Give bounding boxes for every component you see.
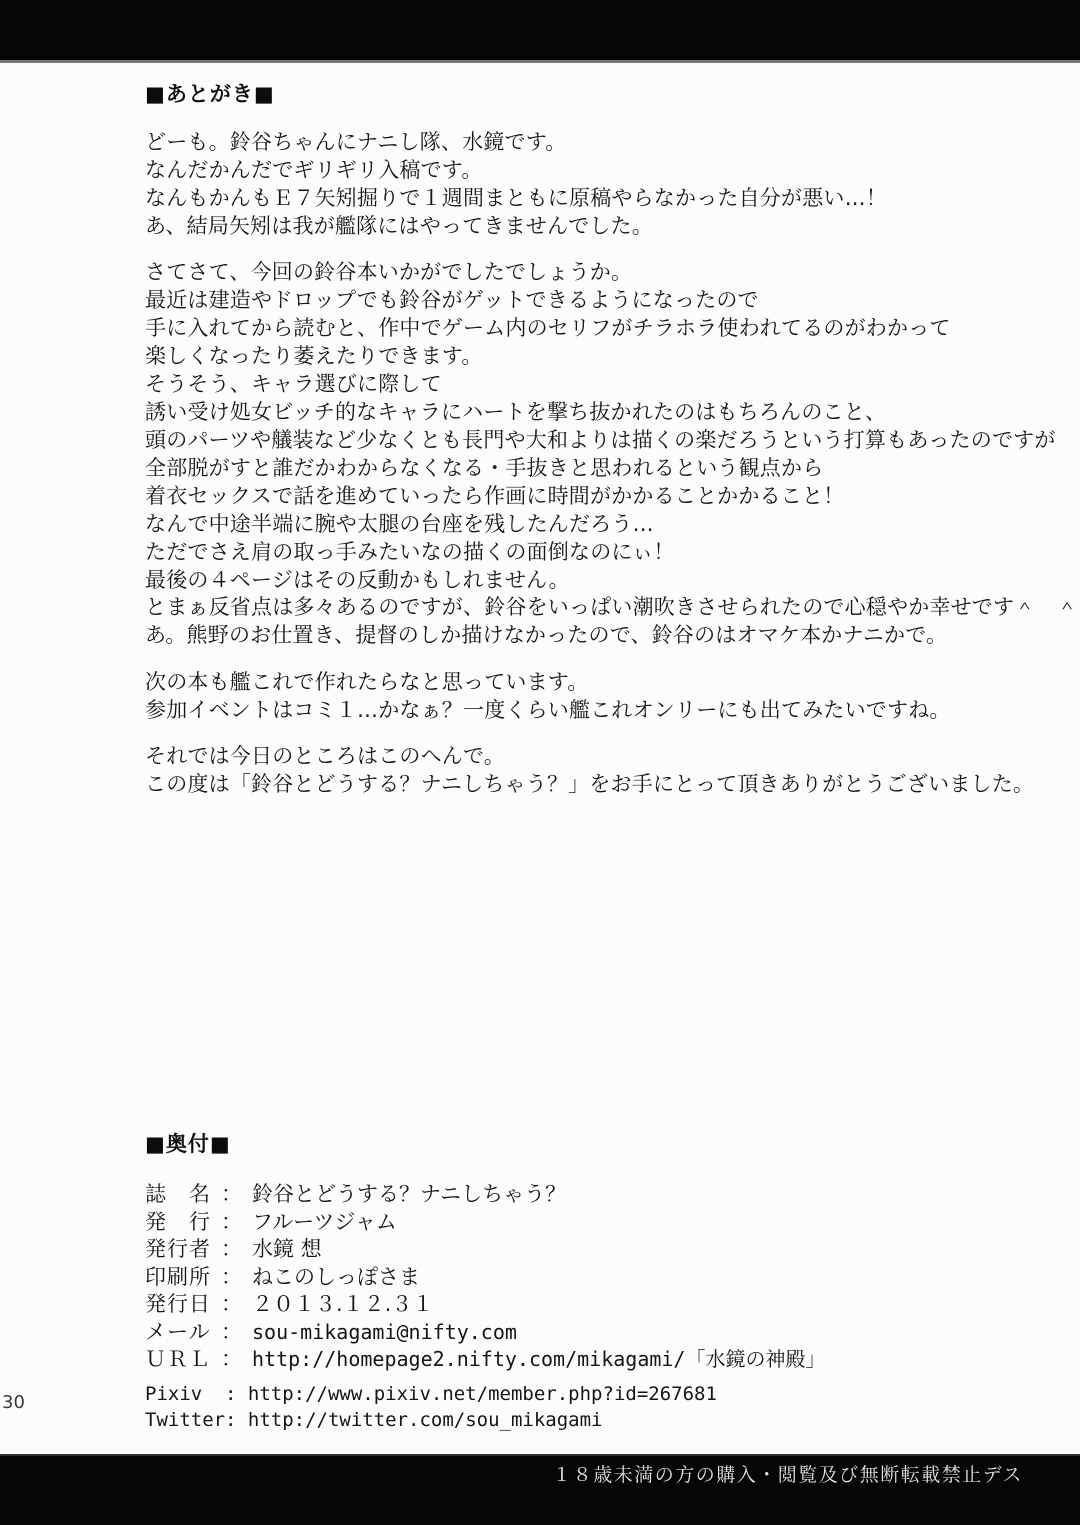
colophon-colon: ：: [221, 1347, 242, 1371]
colophon-row: [145, 1233, 825, 1261]
colophon-label: 発行者: [145, 1237, 211, 1261]
afterword-line: 楽しくなったり萎えたりできます。: [145, 344, 483, 368]
link-url: http://twitter.com/sou_mikagami: [247, 1409, 603, 1431]
colophon-row: [145, 1178, 825, 1206]
link-row: [145, 1381, 717, 1407]
colophon-value: http://homepage2.nifty.com/mikagami/: [252, 1347, 686, 1371]
top-black-bar: [0, 0, 1080, 63]
afterword-line: とまぁ反省点は多々あるのですが、鈴谷をいっぱい潮吹きさせられたので心穏やか幸せです＾ ＾: [145, 595, 1078, 619]
colophon-row: [145, 1316, 825, 1344]
afterword-line: 着衣セックスで話を進めていったら作画に時間がかかることかかること！: [145, 484, 845, 508]
colophon-value: ２０１３.１２.３１: [252, 1292, 434, 1316]
link-colon: :: [225, 1383, 248, 1405]
colophon-label: 発 行: [145, 1209, 211, 1234]
bottom-black-bar: [0, 1454, 1080, 1525]
afterword-paragraph: [145, 370, 1055, 594]
link-row: [145, 1407, 717, 1433]
colophon-row: [145, 1261, 825, 1289]
colophon-heading: ■奥付■: [145, 1132, 231, 1156]
afterword-line: あ。熊野のお仕置き、提督のしか描けなかったので、鈴谷のはオマケ本かナニかで。: [145, 623, 948, 647]
colophon-row: [145, 1288, 825, 1316]
colophon-row: [145, 1206, 825, 1234]
colophon-value: フルーツジャム: [252, 1209, 397, 1234]
colophon-value: ねこのしっぽさま: [252, 1264, 420, 1289]
colophon-label: メール: [145, 1319, 211, 1344]
colophon-colon: ：: [221, 1182, 242, 1206]
afterword-line: 最近は建造やドロップでも鈴谷がゲットできるようになったので: [145, 288, 759, 312]
colophon-row: [145, 1343, 825, 1371]
afterword-line: 最後の４ページはその反動かもしれません。: [145, 568, 570, 592]
colophon-label: 誌 名: [145, 1182, 211, 1206]
colophon-value: sou-mikagami@nifty.com: [252, 1319, 517, 1344]
colophon-colon: ：: [221, 1264, 242, 1289]
colophon-value: 鈴谷とどうする？ナニしちゃう？: [252, 1182, 567, 1206]
colophon-value-suffix: 「水鏡の神殿」: [685, 1347, 826, 1371]
afterword-line: 全部脱がすと誰だかわからなくなる・手抜きと思われるという観点から: [145, 456, 824, 480]
colophon-label: 発行日: [145, 1292, 211, 1316]
afterword-paragraph: [145, 258, 1055, 370]
afterword-line: なんで中途半端に腕や太腿の台座を残したんだろう…: [145, 512, 654, 536]
afterword-line: あ、結局矢矧は我が艦隊にはやってきませんでした。: [145, 214, 653, 238]
colophon-colon: ：: [221, 1209, 242, 1234]
colophon-label: ＵＲＬ: [145, 1347, 211, 1371]
link-url: http://www.pixiv.net/member.php?id=267681: [247, 1383, 717, 1405]
afterword-line: 手に入れてから読むと、作中でゲーム内のセリフがチラホラ使われてるのがわかって: [145, 316, 951, 340]
colophon-colon: ：: [221, 1237, 242, 1261]
afterword-heading: ■あとがき■: [145, 82, 275, 106]
colophon-colon: ：: [221, 1292, 242, 1316]
afterword-line: 次の本も艦これで作れたらなと思っています。: [145, 670, 589, 694]
afterword-paragraph: [145, 593, 1078, 649]
afterword-line: 頭のパーツや艤装など少なくとも長門や大和よりは描くの楽だろうという打算もあったのですが: [145, 428, 1056, 452]
afterword-line: それでは今日のところはこのへんで。: [145, 744, 505, 768]
afterword-line: 誘い受け処女ビッチ的なキャラにハートを撃ち抜かれたのはもちろんのこと、: [145, 400, 887, 424]
afterword-line: なんもかんもＥ７矢矧掘りで１週間まともに原稿やらなかった自分が悪い…！: [145, 186, 887, 210]
page-number: 30: [2, 1392, 25, 1413]
afterword-paragraph: [145, 668, 1055, 724]
afterword-line: どーも。鈴谷ちゃんにナニし隊、水鏡です。: [145, 130, 567, 154]
afterword-line: なんだかんだでギリギリ入稿です。: [145, 158, 483, 182]
afterword-paragraph: [145, 742, 1055, 798]
external-link-rows: [145, 1381, 717, 1433]
colophon-colon: ：: [221, 1319, 242, 1344]
colophon-label: 印刷所: [145, 1264, 211, 1289]
colophon-rows: [145, 1178, 825, 1371]
link-colon: :: [225, 1409, 248, 1431]
age-restriction-notice: １８歳未満の方の購入・閲覧及び無断転載禁止デス: [552, 1464, 1023, 1486]
afterword-line: さてさて、今回の鈴谷本いかがでしたでしょうか。: [145, 260, 633, 284]
afterword-line: ただでさえ肩の取っ手みたいなの描くの面倒なのにぃ！: [145, 540, 675, 564]
afterword-paragraph: [145, 128, 1055, 240]
afterword-line: 参加イベントはコミ１…かなぁ？一度くらい艦これオンリーにも出てみたいですね。: [145, 698, 951, 722]
afterword-line: この度は「鈴谷とどうする？ナニしちゃう？」をお手にとって頂きありがとうございました。: [145, 772, 1035, 796]
colophon-value: 水鏡 想: [252, 1237, 322, 1261]
link-label: Pixiv: [145, 1383, 203, 1405]
link-label: Twitter: [145, 1409, 226, 1431]
afterword-line: そうそう、キャラ選びに際して: [145, 372, 442, 396]
